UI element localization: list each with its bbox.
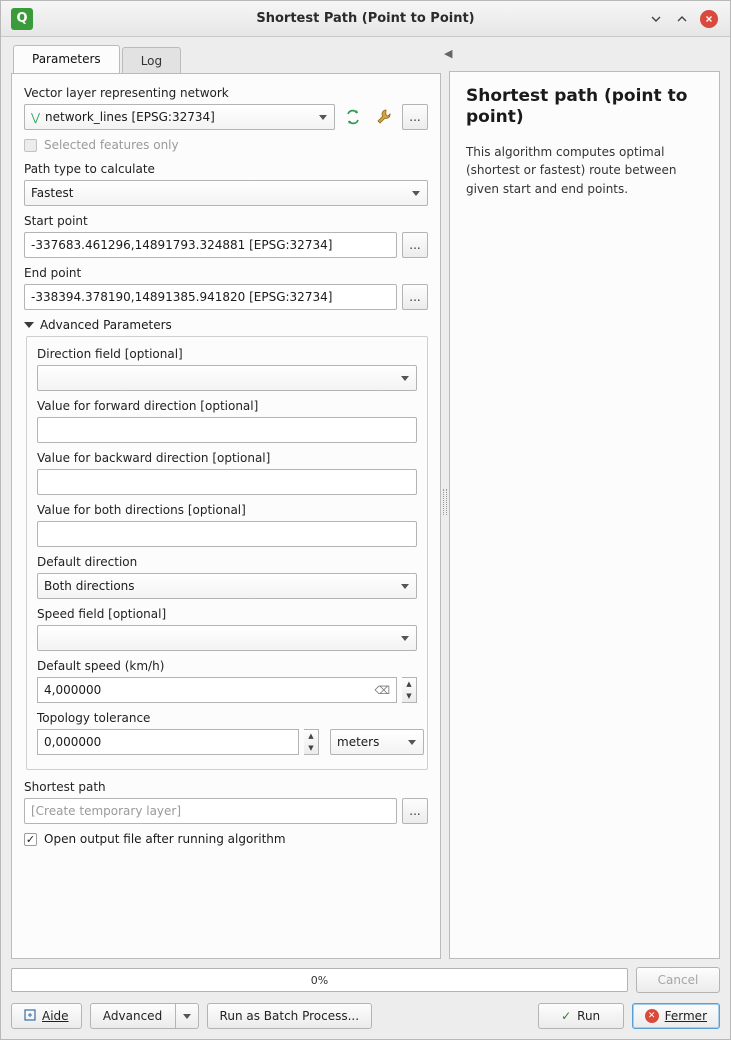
forward-direction-label: Value for forward direction [optional] [37, 399, 259, 413]
chevron-down-icon [412, 191, 420, 196]
chevron-down-icon [183, 1014, 191, 1019]
parameters-panel [11, 73, 441, 959]
selected-features-label: Selected features only [44, 138, 179, 152]
help-button[interactable] [11, 1003, 82, 1029]
open-output-row[interactable] [24, 832, 428, 846]
path-type-combo[interactable] [24, 180, 428, 206]
network-layer-label: Vector layer representing network [24, 86, 229, 100]
refresh-icon[interactable] [340, 104, 366, 130]
network-layer-value: network_lines [EPSG:32734] [45, 110, 215, 124]
forward-direction-input[interactable] [37, 417, 417, 443]
topology-tolerance-row [37, 729, 417, 755]
chevron-down-icon [401, 584, 409, 589]
minimize-icon[interactable] [648, 11, 664, 27]
default-direction-value: Both directions [44, 579, 135, 593]
progress-bar: 0% [11, 968, 628, 992]
title-bar [1, 1, 730, 37]
backward-direction-row [37, 469, 417, 495]
tab-log[interactable]: Log [122, 47, 181, 73]
advanced-parameters-toggle[interactable] [24, 318, 428, 332]
window-controls [648, 10, 724, 28]
advanced-dropdown-icon[interactable] [176, 1003, 199, 1029]
advanced-button[interactable]: Advanced [90, 1003, 176, 1029]
advanced-button-group [90, 1003, 199, 1029]
progress-row [11, 967, 720, 993]
backward-direction-input[interactable] [37, 469, 417, 495]
dialog-footer [1, 959, 730, 1039]
run-button[interactable] [538, 1003, 624, 1029]
speed-field-combo[interactable] [37, 625, 417, 651]
output-browse-button[interactable]: ... [402, 798, 428, 824]
tab-parameters[interactable]: Parameters [13, 45, 120, 73]
direction-field-row [37, 365, 417, 391]
stepper-down-icon[interactable]: ▼ [406, 692, 412, 700]
path-type-row [24, 180, 428, 206]
both-directions-input[interactable] [37, 521, 417, 547]
topology-tolerance-input[interactable] [37, 729, 299, 755]
network-layer-row [24, 104, 428, 130]
close-icon[interactable] [700, 10, 718, 28]
open-output-label: Open output file after running algorithm [44, 832, 286, 846]
chevron-down-icon [24, 322, 34, 328]
selected-features-checkbox[interactable] [24, 139, 37, 152]
splitter-grip[interactable] [443, 489, 447, 515]
tab-bar [13, 45, 441, 73]
forward-direction-row [37, 417, 417, 443]
buttons-row [11, 1003, 720, 1029]
default-speed-stepper[interactable] [402, 677, 417, 703]
collapse-panel-icon[interactable]: ◀ [444, 47, 453, 60]
speed-field-row [37, 625, 417, 651]
topology-tolerance-value: 0,000000 [44, 735, 102, 749]
advanced-parameters-label: Advanced Parameters [40, 318, 172, 332]
qgis-icon: Q [11, 8, 33, 30]
default-speed-row [37, 677, 417, 703]
start-point-row [24, 232, 428, 258]
speed-field-label: Speed field [optional] [37, 607, 167, 621]
help-column [449, 45, 720, 959]
help-title: Shortest path (point to point) [465, 86, 688, 128]
default-speed-input[interactable] [37, 677, 397, 703]
topology-tolerance-stepper[interactable] [304, 729, 319, 755]
both-directions-row [37, 521, 417, 547]
chevron-down-icon [319, 115, 327, 120]
selected-features-row[interactable] [24, 138, 428, 152]
panel-splitter[interactable] [441, 45, 453, 959]
topology-tolerance-label: Topology tolerance [37, 711, 151, 725]
start-point-input[interactable]: -337683.461296,14891793.324881 [EPSG:32734] [24, 232, 397, 258]
direction-field-label: Direction field [optional] [37, 347, 183, 361]
close-x-icon: ✕ [645, 1009, 659, 1023]
help-icon [24, 1009, 36, 1024]
end-point-input[interactable]: -338394.378190,14891385.941820 [EPSG:32734] [24, 284, 397, 310]
end-point-row [24, 284, 428, 310]
clear-icon[interactable]: ⌫ [374, 683, 390, 697]
start-point-select-button[interactable]: ... [402, 232, 428, 258]
topology-units-value: meters [337, 735, 380, 749]
network-layer-browse-button[interactable]: ... [402, 104, 428, 130]
default-speed-label: Default speed (km/h) [37, 659, 165, 673]
close-button[interactable] [632, 1003, 720, 1029]
backward-direction-label: Value for backward direction [optional] [37, 451, 271, 465]
close-button-label: Fermer [664, 1009, 707, 1023]
dialog-body [1, 37, 730, 959]
chevron-down-icon [401, 376, 409, 381]
open-output-checkbox[interactable] [24, 833, 37, 846]
help-button-label: Aide [42, 1009, 69, 1023]
help-panel [449, 71, 720, 959]
stepper-up-icon[interactable]: ▲ [308, 732, 314, 740]
path-type-label: Path type to calculate [24, 162, 155, 176]
chevron-down-icon [408, 740, 416, 745]
default-direction-combo[interactable] [37, 573, 417, 599]
end-point-select-button[interactable]: ... [402, 284, 428, 310]
output-label: Shortest path [24, 780, 106, 794]
topology-units-combo[interactable] [330, 729, 424, 755]
run-as-batch-button[interactable]: Run as Batch Process... [207, 1003, 373, 1029]
default-speed-value: 4,000000 [44, 683, 102, 697]
wrench-icon[interactable] [371, 104, 397, 130]
window-title: Shortest Path (Point to Point) [256, 11, 475, 26]
default-direction-row [37, 573, 417, 599]
path-type-value: Fastest [31, 186, 74, 200]
network-layer-combo[interactable] [24, 104, 335, 130]
stepper-up-icon[interactable]: ▲ [406, 680, 412, 688]
default-direction-label: Default direction [37, 555, 138, 569]
chevron-down-icon [401, 636, 409, 641]
help-text: This algorithm computes optimal (shortest or fastest) route between given start and end points. [465, 144, 677, 196]
stepper-down-icon[interactable]: ▼ [308, 744, 314, 752]
parameters-column [11, 45, 441, 959]
check-icon: ✓ [561, 1009, 572, 1023]
maximize-icon[interactable] [674, 11, 690, 27]
end-point-label: End point [24, 266, 82, 280]
both-directions-label: Value for both directions [optional] [37, 503, 246, 517]
line-layer-icon: ⋁ [31, 110, 41, 124]
advanced-parameters-group [26, 336, 428, 770]
run-button-label: Run [577, 1009, 601, 1023]
cancel-button[interactable]: Cancel [636, 967, 720, 993]
start-point-label: Start point [24, 214, 88, 228]
output-row [24, 798, 428, 824]
output-input[interactable]: [Create temporary layer] [24, 798, 397, 824]
direction-field-combo[interactable] [37, 365, 417, 391]
